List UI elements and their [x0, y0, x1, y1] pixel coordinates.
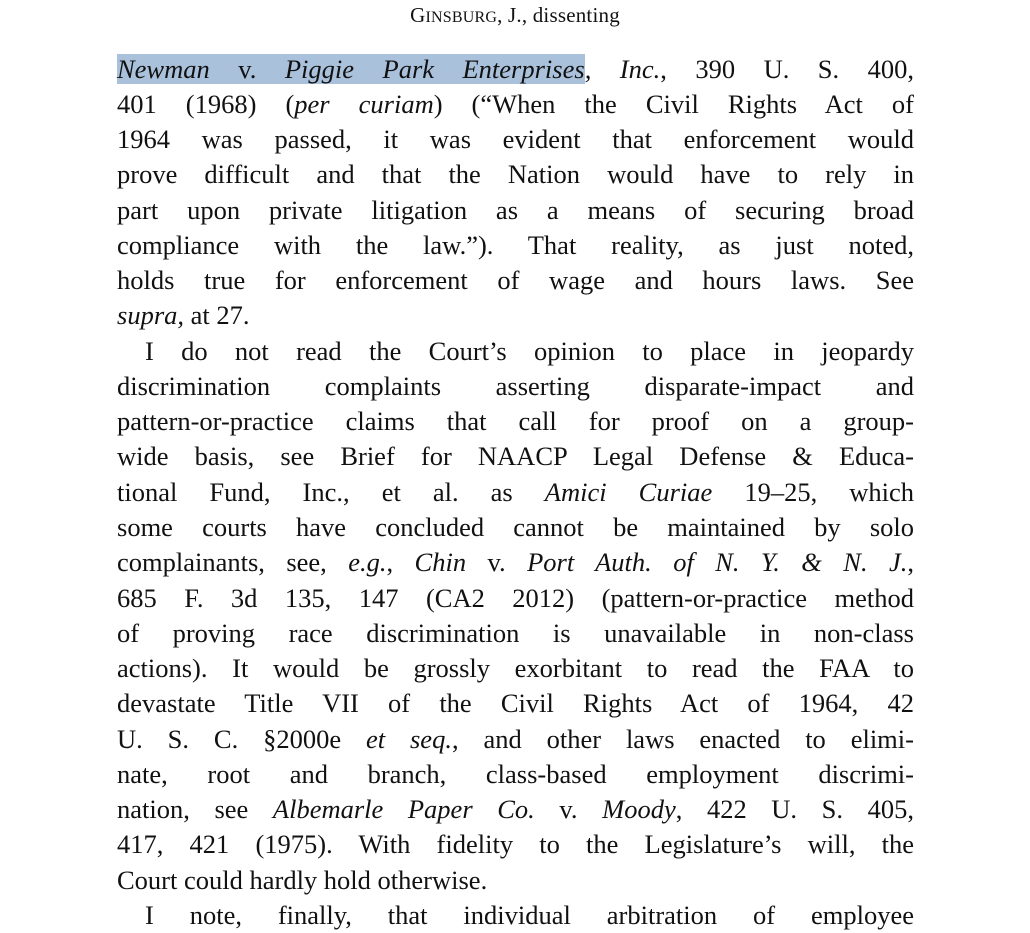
- text-line: of proving race discrimination is unavailable in non-class: [117, 618, 914, 648]
- header-author-initial: G: [410, 3, 426, 27]
- text-line: compliance with the law.”). That reality, as just noted,: [117, 230, 914, 260]
- text-line: discrimination complaints asserting disparate-impact and: [117, 371, 914, 401]
- text-line: complainants, see, e.g., Chin v. Port Auth. of N. Y. & N. J.,: [117, 547, 915, 577]
- text-line: nate, root and branch, class-based employment discrimi-: [117, 759, 914, 789]
- paragraph-start: I note, finally, that individual arbitration of employee: [145, 900, 914, 930]
- text-line: Court could hardly hold otherwise.: [117, 865, 488, 895]
- text-line: actions). It would be grossly exorbitant to read the FAA to: [117, 653, 914, 683]
- text-line: 1964 was passed, it was evident that enforcement would: [117, 124, 914, 154]
- text-line: supra, at 27.: [117, 300, 250, 330]
- text-line: pattern-or-practice claims that call for proof on a group-: [117, 406, 914, 436]
- text-line: U. S. C. §2000e et seq., and other laws enacted to elimi-: [117, 724, 914, 754]
- header-suffix: , J., dissenting: [497, 3, 620, 27]
- text-line[interactable]: Newman v. Piggie Park Enterprises, Inc., 390 U. S. 400,: [117, 54, 915, 84]
- text-line: some courts have concluded cannot be maintained by solo: [117, 512, 914, 542]
- text-line: 417, 421 (1975). With fidelity to the Legislature’s will, the: [117, 829, 914, 859]
- text-line: holds true for enforcement of wage and hours laws. See: [117, 265, 914, 295]
- header-author-rest: INSBURG: [425, 9, 498, 26]
- text-line: 685 F. 3d 135, 147 (CA2 2012) (pattern-or-practice method: [117, 583, 914, 613]
- selected-text[interactable]: Newman v. Piggie Park Enterprises: [117, 54, 585, 84]
- text-line: nation, see Albemarle Paper Co. v. Moody, 422 U. S. 405,: [117, 794, 914, 824]
- paragraph-start: I do not read the Court’s opinion to place in jeopardy: [145, 336, 914, 366]
- text-line: 401 (1968) (per curiam) (“When the Civil Rights Act of: [117, 89, 914, 119]
- text-line: tional Fund, Inc., et al. as Amici Curiae 19–25, which: [117, 477, 914, 507]
- running-header: [0, 3, 1030, 28]
- text-line: part upon private litigation as a means of securing broad: [117, 195, 914, 225]
- text-line: wide basis, see Brief for NAACP Legal Defense & Educa-: [117, 441, 914, 471]
- text-line: prove difficult and that the Nation would have to rely in: [117, 159, 914, 189]
- text-line: devastate Title VII of the Civil Rights Act of 1964, 42: [117, 688, 914, 718]
